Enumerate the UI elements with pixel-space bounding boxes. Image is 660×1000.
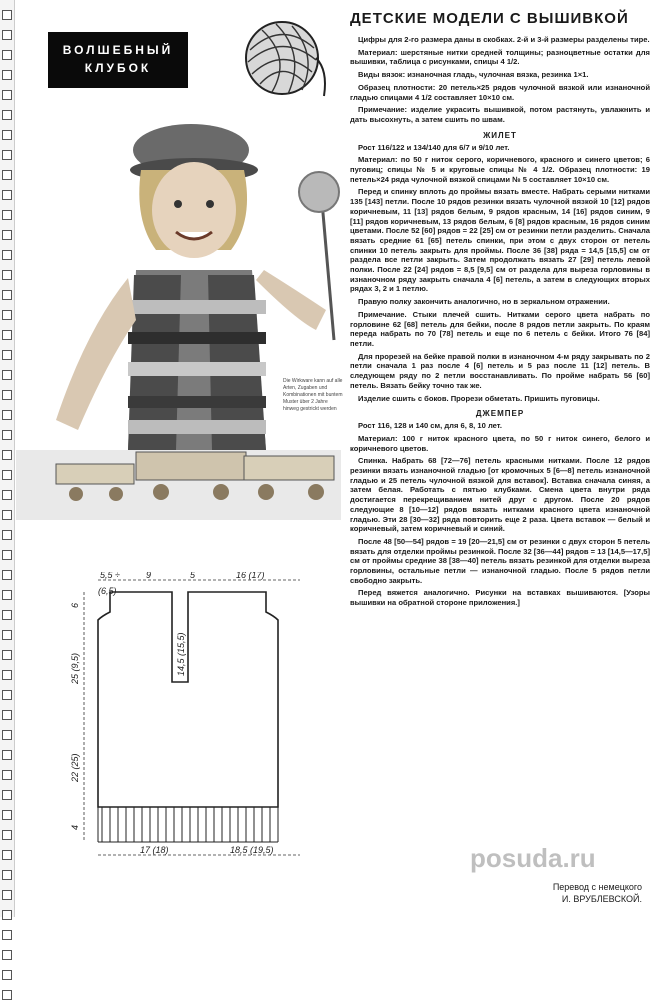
- vest-paragraph: Материал: по 50 г ниток серого, коричневого, красного и синего цветов; 6 пуговиц; спицы № 5 и круговые спицы № 4 1/2. Образец плотности: 19 петель×24 ряда чулочной вязкой спицами № 5 составляет 10×10 см.: [350, 155, 650, 184]
- jumper-paragraph: Рост 116, 128 и 140 см, для 6, 8, 10 лет.: [358, 421, 502, 431]
- dim-left-22: 22 (25): [70, 753, 80, 782]
- jumper-paragraph: После 48 [50—54] рядов = 19 [20—21,5] см от резинки с двух сторон 5 петель вязать для отделки проймы резинкой. После 32 [36—44] рядов = 13 [14,5—17,5] см от проймы средние 38 [38—40] петель вязать резинкой для отделки выреза горловины, остальные петли — изнаночной гладью. После 5 рядов петли свободно закрыть.: [350, 536, 650, 585]
- intro-paragraph: Образец плотности: 20 петель×25 рядов чулочной вязкой или изнаночной гладью спицами 4 1/2 составляет 10×10 см.: [350, 82, 650, 102]
- dim-top-a: 5,5 ÷: [100, 572, 120, 580]
- translator-credit: [553, 881, 642, 905]
- badge-line2: КЛУБОК: [84, 61, 152, 75]
- article-title: ДЕТСКИЕ МОДЕЛИ С ВЫШИВКОЙ: [350, 10, 629, 27]
- dim-top-a2: (6,5): [98, 586, 117, 596]
- dim-top-d: 16 (17): [236, 572, 265, 580]
- intro-paragraph: Материал: шерстяные нитки средней толщины; разноцветные остатки для вышивки, таблица с рисунками, спицы 4 1/2.: [350, 47, 650, 67]
- dim-bottom-a: 17 (18): [140, 845, 169, 855]
- vest-paragraph: Примечание. Стыки плечей сшить. Нитками серого цвета набрать по горловине 62 [68] петель для бейки, после 8 рядов петли закрыть. По краям переда набрать по 70 [78] петель и еще по 6 петель с бейки. Итого 76 [84] петли.: [350, 309, 650, 348]
- vest-paragraph: Для прорезей на бейке правой полки в изнаночном 4-м ряду закрывать по 2 петли сначала 1 раз после 4 [6] петель и 5 раз после 11 [12] петель. В следующем ряду по 2 петли восстанавливать. По пройме набрать 56 [60] петель. Вязать бейку точно так же.: [350, 351, 650, 390]
- article: [350, 10, 650, 611]
- credit-line2: И. ВРУБЛЕВСКОЙ.: [561, 894, 642, 904]
- intro-paragraph: Виды вязок: изнаночная гладь, чулочная вязка, резинка 1×1.: [358, 70, 589, 80]
- vest-paragraph: Правую полку закончить аналогично, но в зеркальном отражении.: [358, 297, 610, 307]
- jumper-heading: ДЖЕМПЕР: [475, 409, 525, 419]
- vest-paragraph: Изделие сшить с боков. Прорези обметать. Пришить пуговицы.: [358, 393, 600, 403]
- dim-left-6: 6: [70, 602, 80, 608]
- yarn-ball-icon: [232, 10, 332, 100]
- dim-bottom-b: 18,5 (19,5): [230, 845, 274, 855]
- pattern-schema: [40, 572, 340, 872]
- vest-paragraph: Перед и спинку вплоть до проймы вязать вместе. Набрать серыми нитками 135 [143] петли. После 10 рядов резинки вязать чулочной вязкой 10 [12] рядов коричневым, 11 [13] рядов белым, 9 рядов красным, 14 [16] рядов синим, 9 [11] рядов коричневым, 13 рядов белым, 6 [8] рядов красным, 16 рядов синим цветами. После 52 [60] рядов = 22 [25] см от резинки петли разделить. Сначала вязать средние 61 [65] петель спинки, при этом с двух сторон от петель спинки 10 петель закрыть для проймы. После 36 [38] ряда = 14,5 [15,5] см от раздела все петли закрыть. Затем продолжать вязать 27 [29] петель левой полки. После 22 [24] рядов = 8,5 [9,5] см от раздела для выреза горловины в изнаночном ряду закрыть сначала 4 [6] петель, а затем в следующих вторых рядах 3, 2 и 1 петлю.: [350, 187, 650, 294]
- intro-paragraph: Примечание: изделие украсить вышивкой, потом растянуть, увлажнить и дать высохнуть, а затем сшить по швам.: [350, 105, 650, 124]
- section-badge: [48, 32, 188, 88]
- pattern-outline: [98, 592, 278, 807]
- child-photo: [16, 100, 341, 520]
- watermark: posuda.ru: [470, 843, 596, 873]
- jumper-paragraph: Спинка. Набрать 68 [72—76] петель красными нитками. После 12 рядов резинки вязать изнаночной гладью [от кромочных 5 [6—8] петель изнаночной гладью и 25 петель чулочной вязкой для вставок]. Вставка сначала синяя, а затем белая. Работать с пятью клубками. Смена цвета внутри ряда достигается перекрещиванием нитей друг с другом. После 20 рядов следующие 8 [10—12] рядов вязать нитками красного цвета изнаночной гладью. Эти 28 [30—32] ряда повторить еще 2 раза. Цвета вставок — белый и коричневый, затем коричневый и синий.: [350, 456, 650, 534]
- jumper-paragraph: Материал: 100 г ниток красного цвета, по 50 г ниток синего, белого и коричневого цветов.: [350, 433, 650, 453]
- vest-heading: ЖИЛЕТ: [483, 130, 517, 140]
- photo-caption: Die Wirkware kann auf alle Arten, Zugaben und Kombinationen mit buntem Muster über 2 Jahre hinweg gestrickt werden: [283, 378, 343, 412]
- badge-line1: ВОЛШЕБНЫЙ: [62, 43, 174, 57]
- dim-inner: 14,5 (15,5): [176, 632, 186, 676]
- intro-paragraph: Цифры для 2-го размера даны в скобках. 2-й и 3-й размеры разделены тире.: [358, 35, 650, 44]
- credit-line1: Перевод с немецкого: [552, 882, 642, 892]
- binding-spine: [0, 0, 15, 917]
- dim-left-4: 4: [70, 824, 80, 830]
- jumper-paragraph: Перед вяжется аналогично. Рисунки на вставках вышиваются. [Узоры вышивки на обратной стороне приложения.]: [350, 588, 650, 608]
- dim-top-c: 5: [190, 572, 196, 580]
- dim-left-25: 25 (9,5): [70, 652, 80, 684]
- vest-paragraph: Рост 116/122 и 134/140 для 6/7 и 9/10 лет.: [358, 142, 510, 152]
- dim-top-b: 9: [146, 572, 152, 580]
